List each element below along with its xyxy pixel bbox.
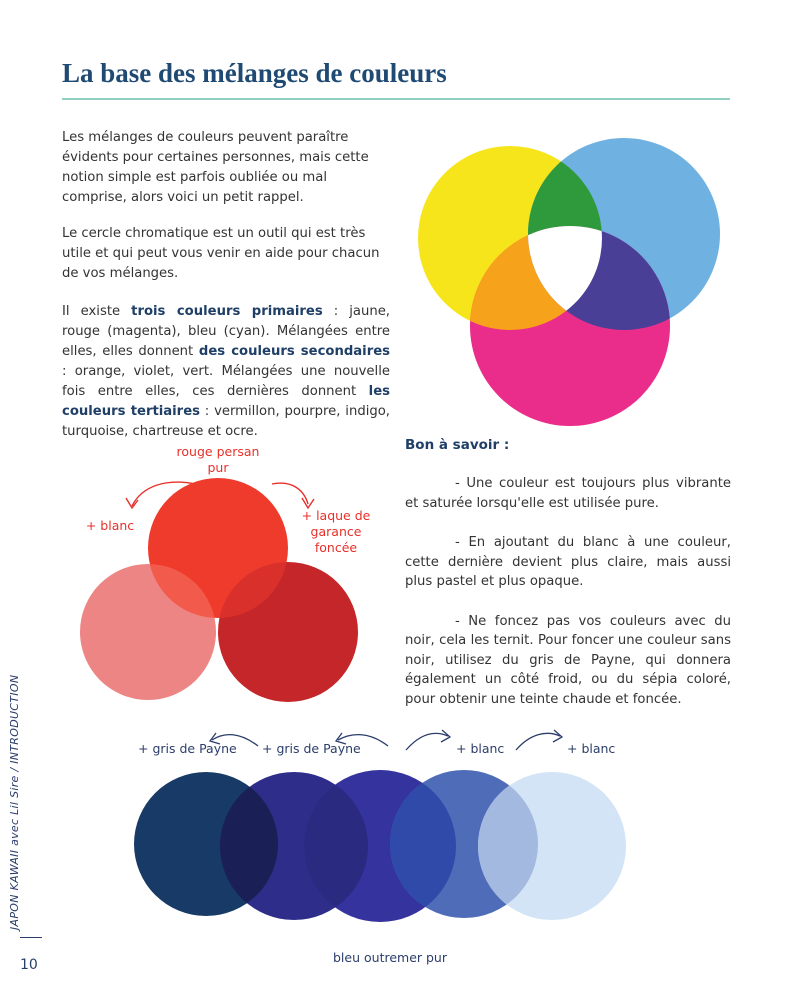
blue-label-white-1: + blanc (456, 741, 505, 756)
primary-colors-emphasis: trois couleurs primaires (131, 304, 323, 319)
arrowhead (553, 730, 562, 742)
page-number: 10 (20, 957, 38, 973)
title-rule (62, 98, 730, 100)
blue-mix-circles (130, 722, 660, 948)
intro-paragraph-1: Les mélanges de couleurs peuvent paraître évidents pour certaines personnes, mais cette notion simple est parfois oubliée ou mal comprise, alors voici un petit rappel. (62, 130, 369, 205)
blue-label-grey-2: + gris de Payne (262, 741, 361, 756)
red-right-label: + laque de garance foncée (301, 508, 371, 555)
blue-label-white-2: + blanc (567, 741, 616, 756)
tip-item (405, 474, 731, 513)
text-run: : orange, violet, vert. Mélangées une nouvelle fois entre elles, ces dernières donnent (62, 364, 390, 399)
secondary-colors-emphasis: des couleurs secondaires (198, 344, 390, 359)
running-header-side: JAPON KAWAII avec Lil Sire / INTRODUCTION (8, 674, 21, 930)
tip-item (405, 612, 731, 710)
tip-text: - Une couleur est toujours plus vibrante et saturée lorsqu'elle est utilisée pure. (405, 476, 731, 511)
tip-text: - Ne foncez pas vos couleurs avec du noir, cela les ternit. Pour foncer une couleur sans noir, utilisez du gris de Payne, qui donnera également un côté froid, ou du sépia coloré, pour obtenir une teinte chaude et foncée. (405, 613, 731, 707)
tertiary-colors-emphasis: les couleurs tertiaires (62, 384, 390, 419)
text-run: Il existe (62, 304, 132, 319)
arrowhead (441, 730, 450, 742)
intro-paragraph-3 (62, 302, 390, 442)
red-top-label: rouge persan pur (176, 444, 260, 475)
curved-arrow-right (272, 483, 308, 504)
tips-list (405, 474, 731, 729)
tips-title: Bon à savoir : (405, 437, 510, 453)
page-title: La base des mélanges de couleurs (62, 58, 447, 88)
tip-item (405, 533, 731, 592)
red-mix-circles (76, 470, 366, 710)
text-run: : vermillon, pourpre, indigo, turquoise, chartreuse et ocre. (62, 404, 390, 439)
blue-bottom-label: bleu outremer pur (333, 950, 447, 965)
tip-text: - En ajoutant du blanc à une couleur, cette dernière devient plus claire, mais aussi plus pastel et plus opaque. (405, 535, 731, 589)
page-number-rule (20, 937, 42, 938)
text-run: : jaune, rouge (magenta), bleu (cyan). Mélangées entre elles, elles donnent (62, 304, 390, 359)
intro-paragraph-2: Le cercle chromatique est un outil qui est très utile et qui peut vous venir en aide pour chacun de vos mélanges. (62, 226, 380, 281)
blue-label-grey-1: + gris de Payne (138, 741, 237, 756)
red-left-label: + blanc (85, 518, 135, 533)
primary-color-circles (408, 128, 728, 428)
